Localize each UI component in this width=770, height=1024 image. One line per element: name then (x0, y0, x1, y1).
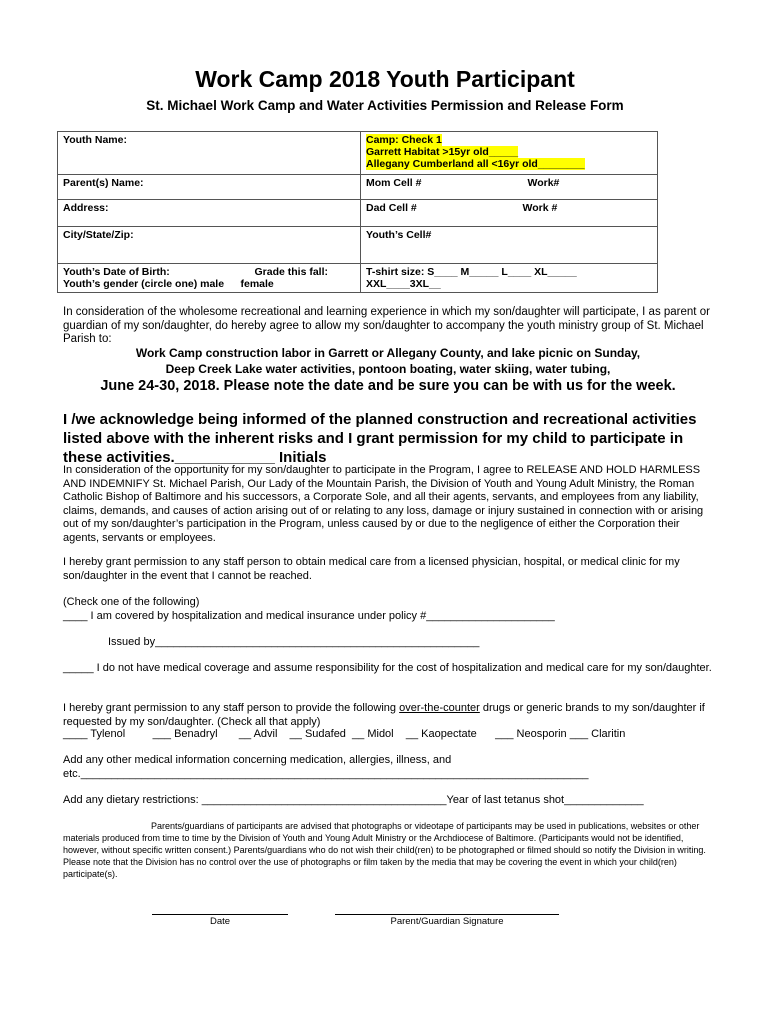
activities-line-2: Deep Creek Lake water activities, pontoon boating, water skiing, water tubing, (165, 362, 611, 376)
insurance-covered-option[interactable]: ____ I am covered by hospitalization and medical insurance under policy #_____________________ (63, 610, 555, 622)
parent-signature-line[interactable]: Parent/Guardian Signature (335, 914, 559, 927)
date-signature-line[interactable]: Date (152, 914, 288, 927)
youth-name-cell[interactable]: Youth Name: (58, 132, 361, 175)
drug-checklist[interactable]: ____ Tylenol ___ Benadryl __ Advil __ Sudafed __ Midol __ Kaopectate ___ Neosporin ___ Claritin (63, 728, 626, 740)
allegany-option[interactable]: Allegany Cumberland all <16yr old________ (366, 158, 585, 170)
otc-paragraph: I hereby grant permission to any staff person to provide the following over-the-counter drugs or generic brands to my son/daughter if requested by my son/daughter. (Check all that apply) (63, 702, 705, 728)
page-title: Work Camp 2018 Youth Participant (195, 66, 575, 92)
medical-care-paragraph: I hereby grant permission to any staff person to obtain medical care from a licensed physician, hospital, or medical clinic for my son/daughter in the event that I cannot be reached. (63, 556, 680, 582)
youth-cell-number-cell[interactable]: Youth’s Cell# (361, 227, 658, 264)
dad-cell-cell[interactable]: Dad Cell # Work # (361, 200, 658, 227)
activities-line-1: Work Camp construction labor in Garrett or Allegany County, and lake picnic on Sunday, (135, 346, 641, 360)
camp-check-cell[interactable] (361, 132, 658, 175)
tshirt-size-cell[interactable]: T-shirt size: S____ M_____ L____ XL_____ XXL____3XL__ (361, 264, 658, 293)
camp-check-label: Camp: Check 1 (366, 134, 442, 146)
city-state-zip-cell[interactable]: City/State/Zip: (58, 227, 361, 264)
mom-cell-cell[interactable]: Mom Cell # Work# (361, 175, 658, 200)
other-medical-info-field[interactable]: Add any other medical information concerning medication, allergies, illness, and etc.___________________________________________________________________________________ (63, 754, 589, 780)
intro-paragraph: In consideration of the wholesome recreational and learning experience in which my son/daughter will participate, I as parent or guardian of my son/daughter, do hereby agree to allow my son/daughter to accompany the youth ministry group of St. Michael Parish to: (63, 306, 710, 345)
address-cell[interactable]: Address: (58, 200, 361, 227)
issued-by-field[interactable]: Issued by_____________________________________________________ (108, 636, 480, 648)
dietary-restrictions-field[interactable]: Add any dietary restrictions: ________________________________________Year of last tetanus shot_____________ (63, 794, 644, 806)
garrett-option[interactable]: Garrett Habitat >15yr old_____ (366, 146, 519, 158)
parents-name-cell[interactable]: Parent(s) Name: (58, 175, 361, 200)
otc-underlined: over-the-counter (399, 702, 480, 714)
check-one-label: (Check one of the following) (63, 596, 200, 608)
release-paragraph: In consideration of the opportunity for my son/daughter to participate in the Program, I agree to RELEASE AND HOLD HARMLESS AND INDEMNIFY St. Michael Parish, Our Lady of the Mountain Parish, the Division of Youth and Young Adult Ministry, the Roman Catholic Bishop of Baltimore and his successors, a Corporate Sole, and all their agents, servants, and employees from any liability, claims, demands, and causes of action arising out of or relating to any loss, damage or injury sustained in connection with or arising out of my son/daughter’s participation in the Program, unless caused by or due to the negligence of either the Corporation their agents, servants or employees. (63, 464, 704, 544)
acknowledgement: I /we acknowledge being informed of the planned construction and recreational activities listed above with the inherent risks and I grant permission for my child to participate in these activities.____________ Initials (63, 411, 697, 466)
no-coverage-option[interactable]: _____ I do not have medical coverage and assume responsibility for the cost of hospitalization and medical care for my son/daughter. (63, 662, 712, 674)
dates-notice: June 24-30, 2018. Please note the date and be sure you can be with us for the week. (100, 378, 676, 394)
participant-info-table (57, 131, 658, 293)
page-subtitle: St. Michael Work Camp and Water Activities Permission and Release Form (146, 98, 624, 113)
photo-notice: Parents/guardians of participants are advised that photographs or videotape of participants may be used in publications, websites or other materials produced from time to time by the Division of Youth and Young Adult Ministry or the Archdiocese of Baltimore. (Participants would not be identified, however, without specific written consent.) Parents/guardians who do not wish their child(ren) to be photographed or filmed should so notify the Division in writing. Please note that the Division has no control over the use of photographs or film taken by the media that may be covering the event in which your child(ren) participate(s). (63, 821, 706, 879)
dob-gender-cell[interactable]: Youth’s Date of Birth: Grade this fall: Youth’s gender (circle one) male female (58, 264, 361, 293)
